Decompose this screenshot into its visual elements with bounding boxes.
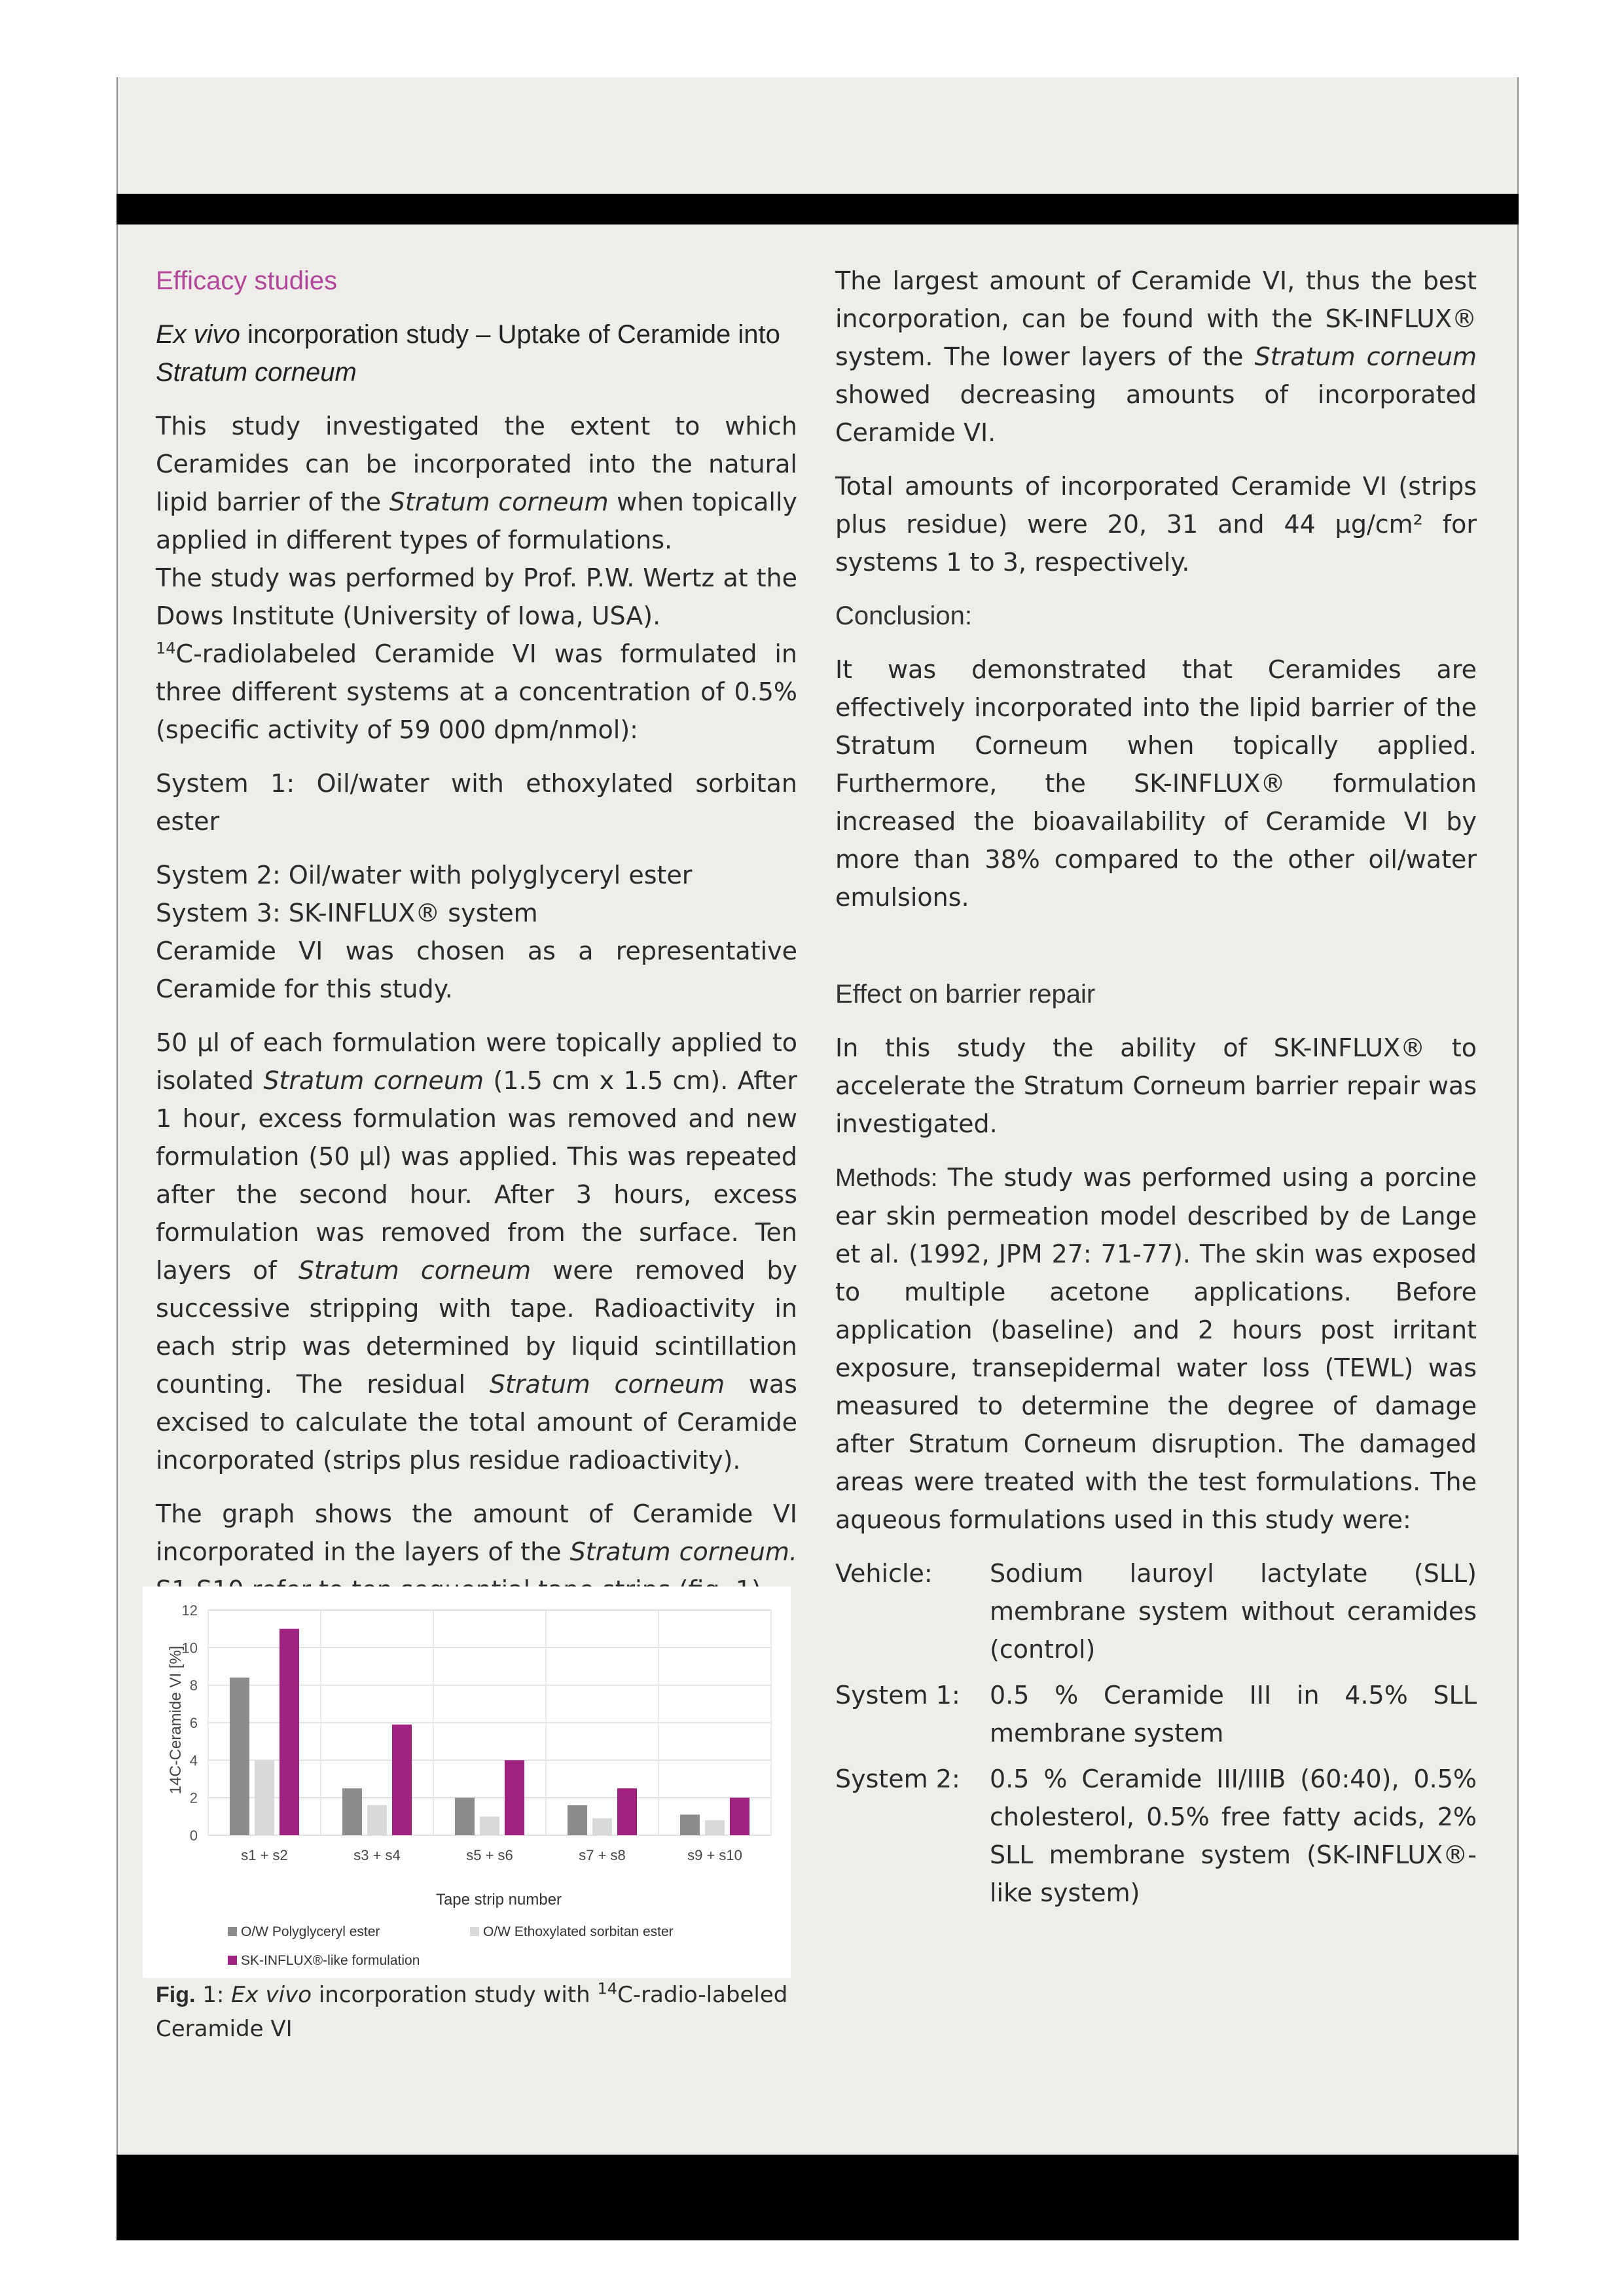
- definitions-list: [835, 1554, 1477, 1912]
- bar: [342, 1788, 362, 1835]
- y-tick-label: 12: [181, 1602, 198, 1619]
- study-title-text: incorporation study – Uptake of Ceramide into: [240, 320, 780, 349]
- methods-label: Methods:: [835, 1164, 938, 1192]
- x-axis-label: Tape strip number: [435, 1891, 562, 1909]
- system-1: System 1: Oil/water with ethoxylated sorbitan ester: [156, 769, 797, 836]
- bar-chart: [143, 1587, 791, 1978]
- legend-swatch: [470, 1927, 479, 1936]
- legend-label: O/W Polyglyceryl ester: [241, 1924, 380, 1939]
- bar: [367, 1805, 387, 1835]
- definition-term: Vehicle:: [835, 1559, 933, 1588]
- paragraph-intro: [156, 407, 797, 559]
- definition-row: [835, 1760, 1477, 1912]
- y-tick-label: 0: [189, 1827, 198, 1844]
- definition-term: System 1:: [835, 1681, 960, 1710]
- paragraph-conclusion: It was demonstrated that Ceramides are effectively incorporated into the lipid barrier of the Stratum Corneum when topically applied. Furthermore, the SK-INFLUX® formulation increased the bioavailability of Ceramide VI by more than 38% compared to the other oil/water emulsions.: [835, 655, 1477, 912]
- footer-band: [117, 2155, 1519, 2240]
- bar: [592, 1818, 612, 1835]
- y-tick-label: 4: [189, 1752, 198, 1769]
- header-band: [117, 194, 1519, 224]
- definition-row: [835, 1676, 1477, 1752]
- bar: [568, 1805, 587, 1835]
- paragraph-results: [835, 262, 1477, 452]
- text-span: (1.5 cm x 1.5 cm). After 1 hour, excess formulation was removed and new formulation (50 µl) was applied. This was repeated after the second hour. After 3 hours, excess formulation was removed from the surface. Ten layers of: [156, 1066, 797, 1285]
- text-span: 50 µl of each formulation were topically applied to isolated: [156, 1028, 797, 1095]
- text-italic: Stratum corneum: [298, 1256, 532, 1285]
- figure-caption: [156, 1978, 797, 2046]
- y-tick-label: 2: [189, 1789, 198, 1806]
- paragraph-formulation: [156, 635, 797, 749]
- text-span: when topically applied in different types of formulations.: [156, 488, 797, 554]
- legend-swatch: [228, 1927, 237, 1936]
- x-tick-label: s9 + s10: [687, 1847, 742, 1863]
- superscript: 14: [597, 1979, 618, 1998]
- bar: [230, 1677, 249, 1835]
- bar: [705, 1820, 725, 1835]
- paragraph-method: [156, 1024, 797, 1479]
- system-2: System 2: Oil/water with polyglyceryl ester: [156, 861, 693, 889]
- definition-desc: Sodium lauroyl lactylate (SLL) membrane system without ceramides (control): [990, 1559, 1477, 1664]
- y-axis-label: 14C-Ceramide VI [%]: [167, 1645, 185, 1795]
- text-italic: Stratum corneum: [489, 1370, 725, 1399]
- x-tick-label: s7 + s8: [579, 1847, 626, 1863]
- legend-swatch: [228, 1956, 237, 1965]
- bar: [392, 1725, 412, 1835]
- y-tick-label: 8: [189, 1677, 198, 1694]
- text-span: 1:: [195, 1982, 232, 2008]
- legend-label: SK-INFLUX®-like formulation: [241, 1953, 420, 1968]
- text-italic: Stratum corneum: [263, 1066, 484, 1095]
- definition-desc: 0.5 % Ceramide III in 4.5% SLL membrane system: [990, 1681, 1477, 1748]
- text-span: were removed by successive stripping with tape. Radioactivity in each strip was determined by liquid scintillation counting. The residual: [156, 1256, 797, 1399]
- paragraph-totals: Total amounts of incorporated Ceramide VI (strips plus residue) were 20, 31 and 44 µg/cm² for systems 1 to 3, respectively.: [835, 472, 1477, 577]
- bar: [617, 1788, 637, 1835]
- text-italic: Ex vivo: [231, 1982, 312, 2008]
- text-span: This study investigated the extent to which Ceramides can be incorporated into the natural lipid barrier of the: [156, 412, 797, 516]
- definition-row: [835, 1554, 1477, 1668]
- bar: [455, 1798, 475, 1835]
- text-span: The graph shows the amount of Ceramide VI incorporated in the layers of the: [156, 1499, 797, 1566]
- text-span: C-radiolabeled Ceramide VI was formulated in three different systems at a concentration of 0.5% (specific activity of 59 000 dpm/nmol):: [156, 639, 797, 744]
- system-3: System 3: SK-INFLUX® system: [156, 899, 538, 927]
- y-tick-label: 10: [181, 1640, 198, 1657]
- x-tick-label: s5 + s6: [466, 1847, 513, 1863]
- definition-term: System 2:: [835, 1765, 960, 1793]
- bar: [505, 1760, 524, 1835]
- text-span: incorporation study with: [312, 1982, 598, 2008]
- paragraph-representative: Ceramide VI was chosen as a representative Ceramide for this study.: [156, 937, 797, 1003]
- right-column: [835, 262, 1477, 1920]
- study-title-italic-2: Stratum corneum: [156, 358, 357, 387]
- definition-desc: 0.5 % Ceramide III/IIIB (60:40), 0.5% cholesterol, 0.5% free fatty acids, 2% SLL membrane system (SK-INFLUX®-like system): [990, 1765, 1477, 1907]
- superscript: 14: [156, 639, 176, 658]
- left-column: [156, 262, 797, 1624]
- conclusion-title: Conclusion:: [835, 601, 973, 630]
- paragraph-performer: The study was performed by Prof. P.W. Wertz at the Dows Institute (University of Iowa, USA).: [156, 564, 797, 630]
- chart-container: [143, 1587, 791, 1978]
- paragraph-barrier: In this study the ability of SK-INFLUX® to accelerate the Stratum Corneum barrier repair was investigated.: [835, 1033, 1477, 1138]
- text-span: showed decreasing amounts of incorporated Ceramide VI.: [835, 380, 1477, 447]
- study-title-italic: Ex vivo: [156, 320, 240, 349]
- y-tick-label: 6: [189, 1715, 198, 1731]
- bar: [280, 1629, 299, 1835]
- text-italic: Stratum corneum: [389, 488, 609, 516]
- x-tick-label: s3 + s4: [353, 1847, 401, 1863]
- bar: [255, 1760, 274, 1835]
- legend-label: O/W Ethoxylated sorbitan ester: [483, 1924, 674, 1939]
- paragraph-methods: [835, 1158, 1477, 1539]
- section-title: Efficacy studies: [156, 266, 338, 295]
- bar: [480, 1816, 499, 1835]
- text-italic: Stratum corneum: [1254, 342, 1477, 371]
- caption-label: Fig.: [156, 1982, 196, 2007]
- bar: [680, 1814, 700, 1835]
- text-span: The study was performed using a porcine ear skin permeation model described by de Lange et al. (1992, JPM 27: 71-77). The skin was exposed to multiple acetone applications. Before application (baseline) and 2 hours post irritant exposure, transepidermal water loss (TEWL) was measured to determine the degree of damage after Stratum Corneum disruption. The damaged areas were treated with the test formulations. The aqueous formulations used in this study were:: [835, 1163, 1477, 1534]
- text-italic: Stratum corneum.: [569, 1537, 797, 1566]
- text-span: was excised to calculate the total amount of Ceramide incorporated (strips plus residue radioactivity).: [156, 1370, 797, 1475]
- study-title: [156, 315, 797, 391]
- x-tick-label: s1 + s2: [241, 1847, 288, 1863]
- text-span: C-radio-labeled Ceramide VI: [156, 1982, 788, 2042]
- barrier-repair-title: Effect on barrier repair: [835, 980, 1096, 1009]
- text-span: The largest amount of Ceramide VI, thus the best incorporation, can be found with the SK-INFLUX® system. The lower layers of the: [835, 266, 1477, 371]
- bar: [730, 1798, 749, 1835]
